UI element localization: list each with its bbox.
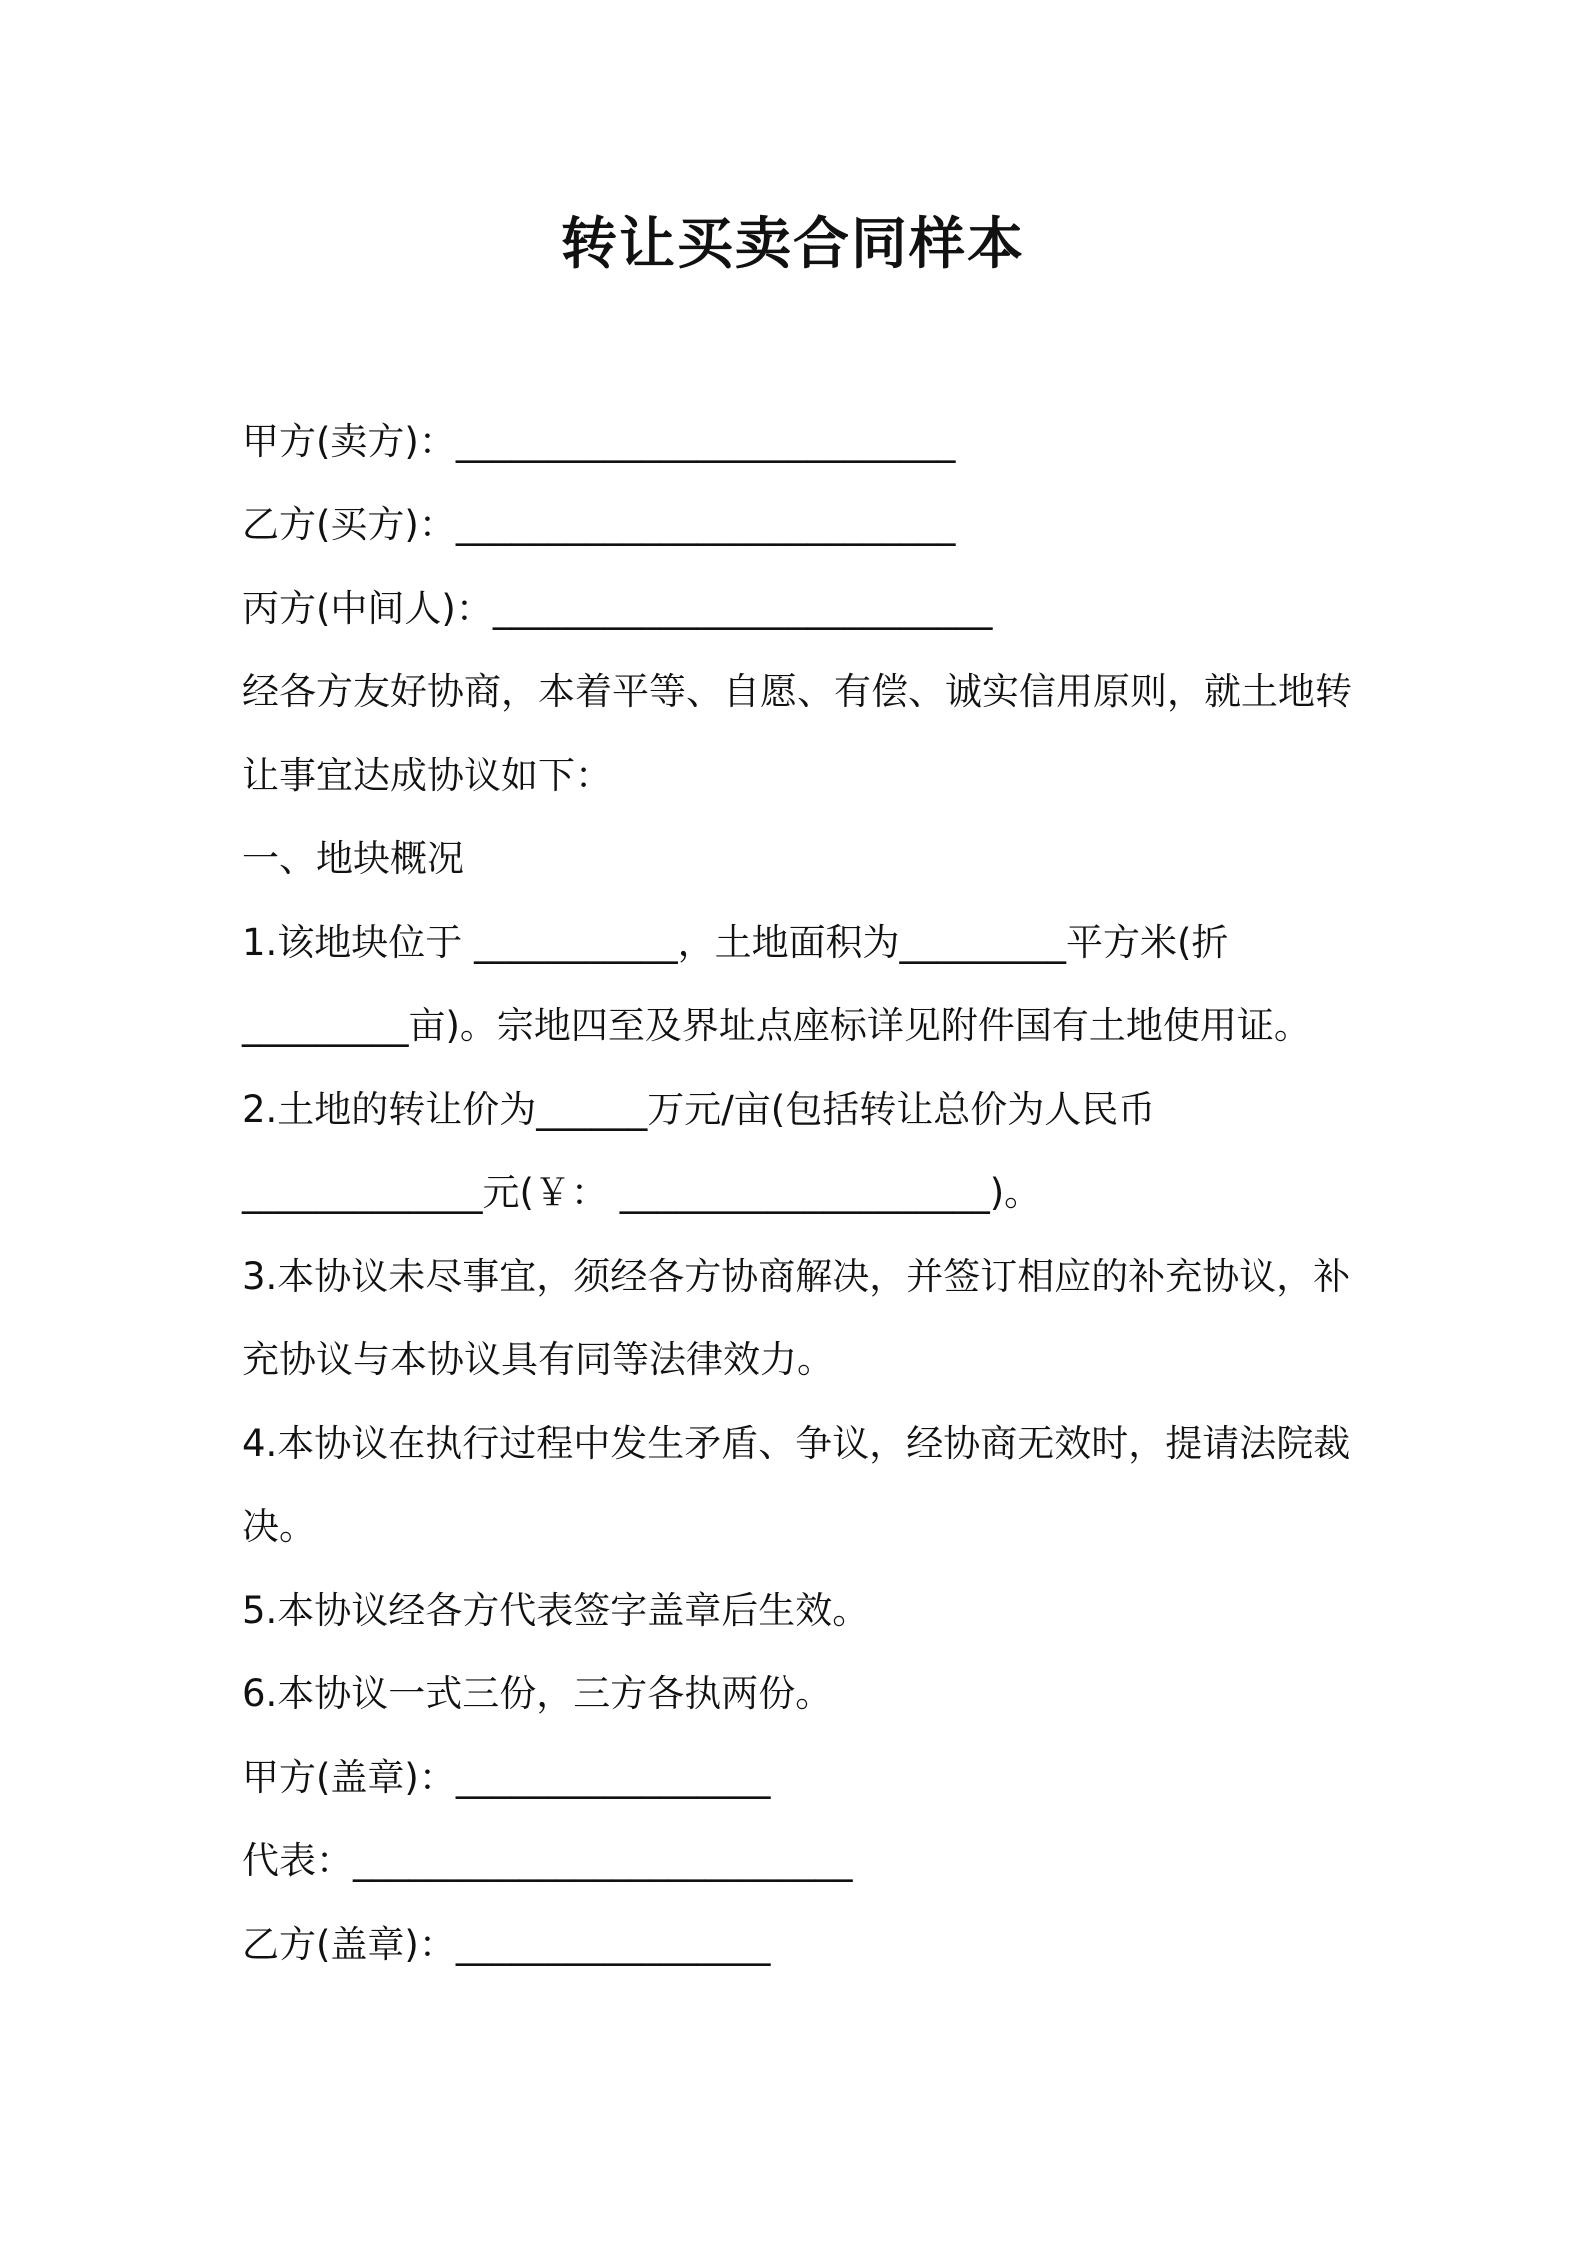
document-title: 转让买卖合同样本 <box>561 212 1025 277</box>
clause-3-line-2: 充协议与本协议具有同等法律效力。 <box>242 1338 834 1381</box>
clause-2-line-2: _____________元(￥： ____________________)。 <box>242 1171 1042 1214</box>
clause-4-line-2: 决。 <box>242 1505 316 1548</box>
clause-3-line-1: 3.本协议未尽事宜，须经各方协商解决，并签订相应的补充协议，补 <box>242 1255 1351 1298</box>
clause-2-line-1: 2.土地的转让价为______万元/亩(包括转让总价为人民币 <box>242 1088 1156 1131</box>
signature-party-b-line: 乙方(盖章)：_________________ <box>242 1923 771 1966</box>
clause-1-line-1: 1.该地块位于 ___________，土地面积为_________平方米(折 <box>242 921 1229 964</box>
clause-5-line: 5.本协议经各方代表签字盖章后生效。 <box>242 1589 870 1632</box>
signature-representative-line: 代表：___________________________ <box>242 1839 853 1882</box>
signature-party-a-line: 甲方(盖章)：_________________ <box>242 1756 771 1799</box>
party-c-intermediary-line: 丙方(中间人)：___________________________ <box>242 587 993 630</box>
clause-6-line: 6.本协议一式三份，三方各执两份。 <box>242 1672 833 1715</box>
section-heading-plot-overview: 一、地块概况 <box>242 837 464 880</box>
party-a-seller-line: 甲方(卖方)：___________________________ <box>242 420 956 463</box>
preamble-line-1: 经各方友好协商，本着平等、自愿、有偿、诚实信用原则，就土地转 <box>242 670 1352 713</box>
party-b-buyer-line: 乙方(买方)：___________________________ <box>242 503 956 546</box>
clause-4-line-1: 4.本协议在执行过程中发生矛盾、争议，经协商无效时，提请法院裁 <box>242 1422 1351 1465</box>
preamble-line-2: 让事宜达成协议如下： <box>242 754 612 797</box>
clause-1-line-2: _________亩)。宗地四至及界址点座标详见附件国有土地使用证。 <box>242 1004 1311 1047</box>
